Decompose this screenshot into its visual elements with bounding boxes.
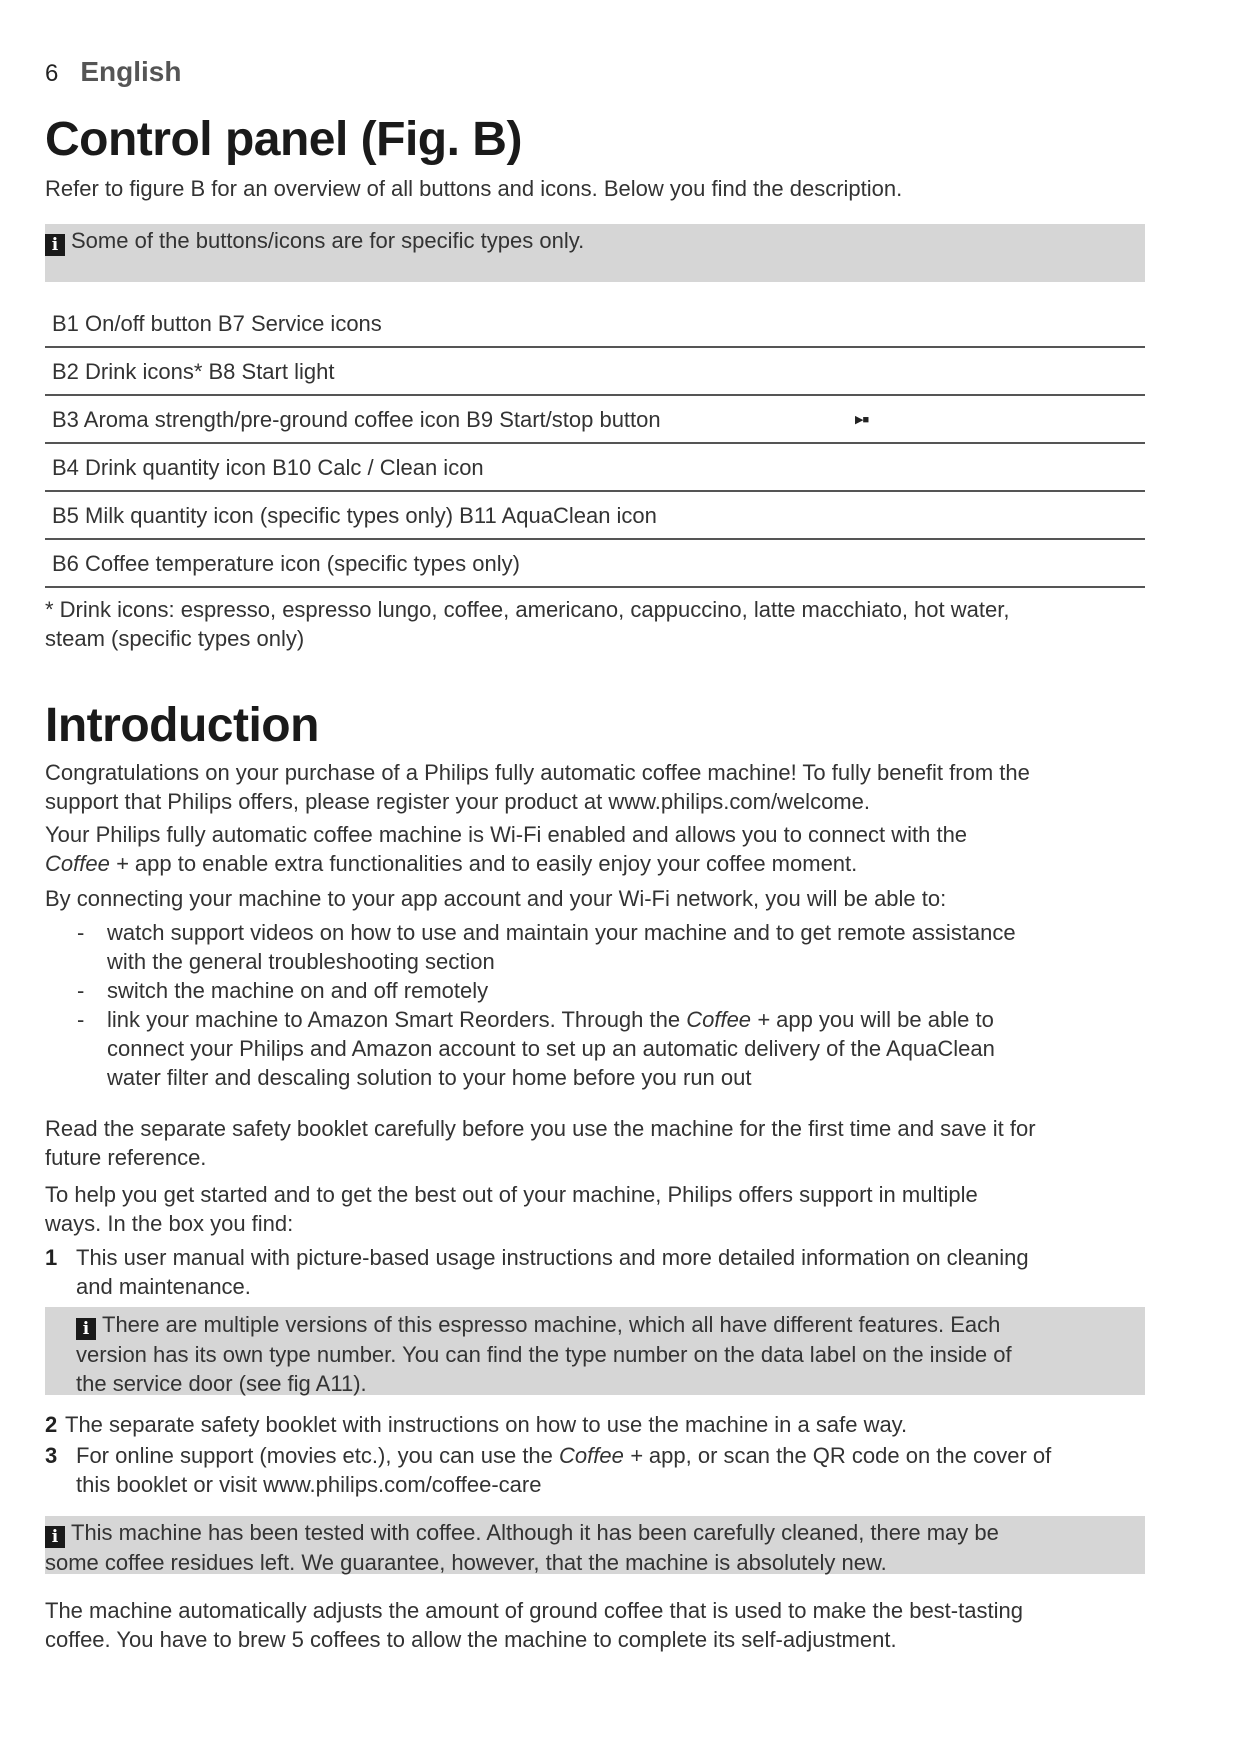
intro-paragraph-6	[45, 1596, 1155, 1654]
intro-paragraph-1	[45, 758, 1155, 816]
numbered-item-1	[45, 1243, 1155, 1301]
table-row: B5 Milk quantity icon (specific types only) B11 AquaClean icon	[45, 492, 1145, 540]
text-line: ways. In the box you find:	[45, 1211, 294, 1236]
app-name: Coffee +	[45, 851, 129, 876]
text-line: To help you get started and to get the best out of your machine, Philips offers support in multiple	[45, 1182, 978, 1207]
text-line: Congratulations on your purchase of a Philips fully automatic coffee machine! To fully benefit from the	[45, 760, 1030, 785]
feature-list	[45, 918, 1155, 1092]
text-line: link your machine to Amazon Smart Reorders. Through the	[107, 1007, 687, 1032]
control-panel-title: Control panel (Fig. B)	[45, 113, 522, 166]
text-line: and maintenance.	[76, 1274, 251, 1299]
text-line: some coffee residues left. We guarantee, however, that the machine is absolutely new.	[45, 1550, 887, 1575]
intro-paragraph-3: By connecting your machine to your app account and your Wi-Fi network, you will be able to:	[45, 886, 947, 911]
table-row: B6 Coffee temperature icon (specific types only)	[45, 540, 1145, 588]
text-line: with the general troubleshooting section	[107, 949, 495, 974]
table-row: B4 Drink quantity icon B10 Calc / Clean icon	[45, 444, 1145, 492]
text-line: This user manual with picture-based usage instructions and more detailed information on cleaning	[76, 1245, 1029, 1270]
text-line: There are multiple versions of this espresso machine, which all have different features. Each	[102, 1312, 1001, 1337]
control-panel-intro: Refer to figure B for an overview of all buttons and icons. Below you find the description.	[45, 176, 903, 201]
text-line: For online support (movies etc.), you can use the	[76, 1443, 560, 1468]
text-line: the service door (see fig A11).	[76, 1371, 367, 1396]
info-icon: i	[45, 234, 65, 256]
info-note-text: Some of the buttons/icons are for specific types only.	[71, 228, 585, 253]
list-item	[45, 976, 1155, 1005]
list-item	[45, 918, 1155, 976]
info-note-versions	[45, 1307, 1145, 1395]
text-line: support that Philips offers, please register your product at www.philips.com/welcome.	[45, 789, 870, 814]
intro-paragraph-5	[45, 1180, 1155, 1238]
item-text	[45, 1243, 1155, 1301]
control-panel-table	[45, 300, 1145, 588]
page-language: English	[80, 56, 182, 87]
info-note-specific-types	[45, 224, 1145, 282]
text-line: app, or scan the QR code on the cover of	[642, 1443, 1052, 1468]
text-line: watch support videos on how to use and maintain your machine and to get remote assistance	[107, 920, 1016, 945]
info-note-tested	[45, 1516, 1145, 1574]
item-text: The separate safety booklet with instructions on how to use the machine in a safe way.	[65, 1412, 908, 1437]
text-line: app you will be able to	[770, 1007, 994, 1032]
text-line: This machine has been tested with coffee. Although it has been carefully cleaned, there may be	[71, 1520, 999, 1545]
info-icon: i	[76, 1318, 96, 1340]
text-line: connect your Philips and Amazon account to set up an automatic delivery of the AquaClean	[107, 1036, 995, 1061]
table-row-b3-b9	[45, 396, 1145, 444]
text-line: coffee. You have to brew 5 coffees to allow the machine to complete its self-adjustment.	[45, 1627, 897, 1652]
info-icon: i	[45, 1526, 65, 1548]
item-number: 2	[45, 1412, 58, 1437]
text-line: Read the separate safety booklet carefully before you use the machine for the first time and save it for	[45, 1116, 1036, 1141]
table-row-text: B3 Aroma strength/pre-ground coffee icon B9 Start/stop button	[52, 407, 661, 432]
intro-paragraph-2	[45, 820, 1155, 878]
text-line: Your Philips fully automatic coffee machine is Wi-Fi enabled and allows you to connect with the	[45, 822, 968, 847]
item-number: 1	[45, 1245, 58, 1270]
footnote-line: steam (specific types only)	[45, 626, 305, 651]
intro-paragraph-4	[45, 1114, 1155, 1172]
numbered-item-3	[45, 1441, 1155, 1499]
text-line: switch the machine on and off remotely	[107, 978, 489, 1003]
footnote-line: * Drink icons: espresso, espresso lungo, coffee, americano, cappuccino, latte macchiato, hot water,	[45, 597, 1010, 622]
start-stop-icon: ▶■	[855, 414, 869, 426]
numbered-item-2	[45, 1410, 1155, 1439]
bullet-marker: -	[77, 1007, 85, 1032]
app-name: Coffee +	[559, 1443, 643, 1468]
table-row: B1 On/off button B7 Service icons	[45, 300, 1145, 348]
introduction-title: Introduction	[45, 699, 319, 752]
item-text	[45, 1441, 1155, 1499]
item-number: 3	[45, 1443, 58, 1468]
table-row: B2 Drink icons* B8 Start light	[45, 348, 1145, 396]
text-line: future reference.	[45, 1145, 207, 1170]
text-line: version has its own type number. You can find the type number on the data label on the inside of	[76, 1342, 1012, 1367]
drink-icons-footnote	[45, 595, 1155, 653]
text-line: app to enable extra functionalities and to easily enjoy your coffee moment.	[128, 851, 858, 876]
bullet-marker: -	[77, 920, 85, 945]
page-header	[45, 56, 181, 88]
text-line: The machine automatically adjusts the amount of ground coffee that is used to make the best-tasting	[45, 1598, 1023, 1623]
text-line: this booklet or visit www.philips.com/coffee-care	[76, 1472, 542, 1497]
page-number: 6	[45, 60, 59, 87]
bullet-marker: -	[77, 978, 85, 1003]
list-item	[45, 1005, 1155, 1092]
app-name: Coffee +	[686, 1007, 770, 1032]
text-line: water filter and descaling solution to your home before you run out	[107, 1065, 752, 1090]
